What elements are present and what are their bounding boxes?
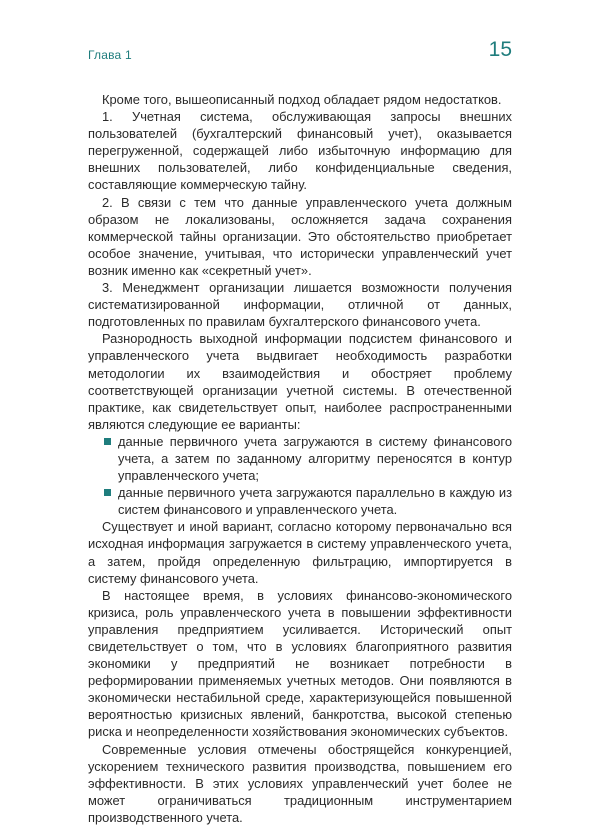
list-item-text: данные первичного учета загружаются параллельно в каждую из систем финансового и управленческого учета.: [118, 485, 512, 518]
paragraph-crisis: В настоящее время, в условиях финансово-экономического кризиса, роль управленческого учета в повышении эффективности управления предприятием усиливается. Исторический опыт свидетельствует о том, что в условиях благоприятного развития экономики у предприятий не возникает потребности в реформировании применяемых учетных методов. Они появляются в экономически нестабильной среде, характеризующейся повышенной вероятностью кризисных явлений, банкротства, высокой степенью риска и неопределенности хозяйствования экономических субъектов.: [88, 587, 512, 740]
paragraph-point-1: 1. Учетная система, обслуживающая запросы внешних пользователей (бухгалтерский финансовый учет), оказывается перегруженной, содержащей либо избыточную информацию для внешних пользователей, либо конфиденциальные сведения, составляющие коммерческую тайну.: [88, 109, 512, 193]
paragraph-heterogeneity: Разнородность выходной информации подсистем финансового и управленческого учета выдвигает необходимость разработки методологии их взаимодействия и обостряет проблему соответствующей организации учетной системы. В отечественной практике, как свидетельствует опыт, наиболее распространенными являются следующие ее варианты:: [88, 331, 512, 432]
square-bullet-icon: [104, 438, 111, 445]
paragraph-intro: Кроме того, вышеописанный подход обладает рядом недостатков.: [102, 92, 502, 107]
list-item: [88, 484, 512, 518]
paragraph-point-2: 2. В связи с тем что данные управленческого учета должным образом не локализованы, осложняется задача сохранения коммерческой тайны организации. Это обстоятельство приобретает особое значение, учитывая, что исторически управленческий учет возник именно как «секретный учет».: [88, 194, 512, 278]
square-bullet-icon: [104, 489, 111, 496]
chapter-title: Глава 1: [88, 48, 132, 62]
paragraph-other-variant: Существует и иной вариант, согласно которому первоначально вся исходная информация загружается в систему управленческого учета, а затем, пройдя определенную фильтрацию, импортируется в систему финансового учета.: [88, 519, 512, 586]
page-header: [88, 38, 512, 68]
paragraph-point-3: 3. Менеджмент организации лишается возможности получения систематизированной информации, отличной от данных, подготовленных по правилам бухгалтерского финансового учета.: [88, 280, 512, 330]
variants-list: [88, 433, 512, 518]
list-item: [88, 433, 512, 484]
page-number: 15: [488, 38, 512, 61]
page-body: [88, 91, 512, 826]
paragraph-modern-conditions: Современные условия отмечены обострящейся конкуренцией, ускорением технического развития производства, повышением его эффективности. В этих условиях управленческий учет более не может ограничиваться традиционным инструментарием производственного учета.: [88, 741, 512, 825]
list-item-text: данные первичного учета загружаются в систему финансового учета, а затем по заданному алгоритму переносятся в контур управленческого учета;: [118, 433, 512, 484]
